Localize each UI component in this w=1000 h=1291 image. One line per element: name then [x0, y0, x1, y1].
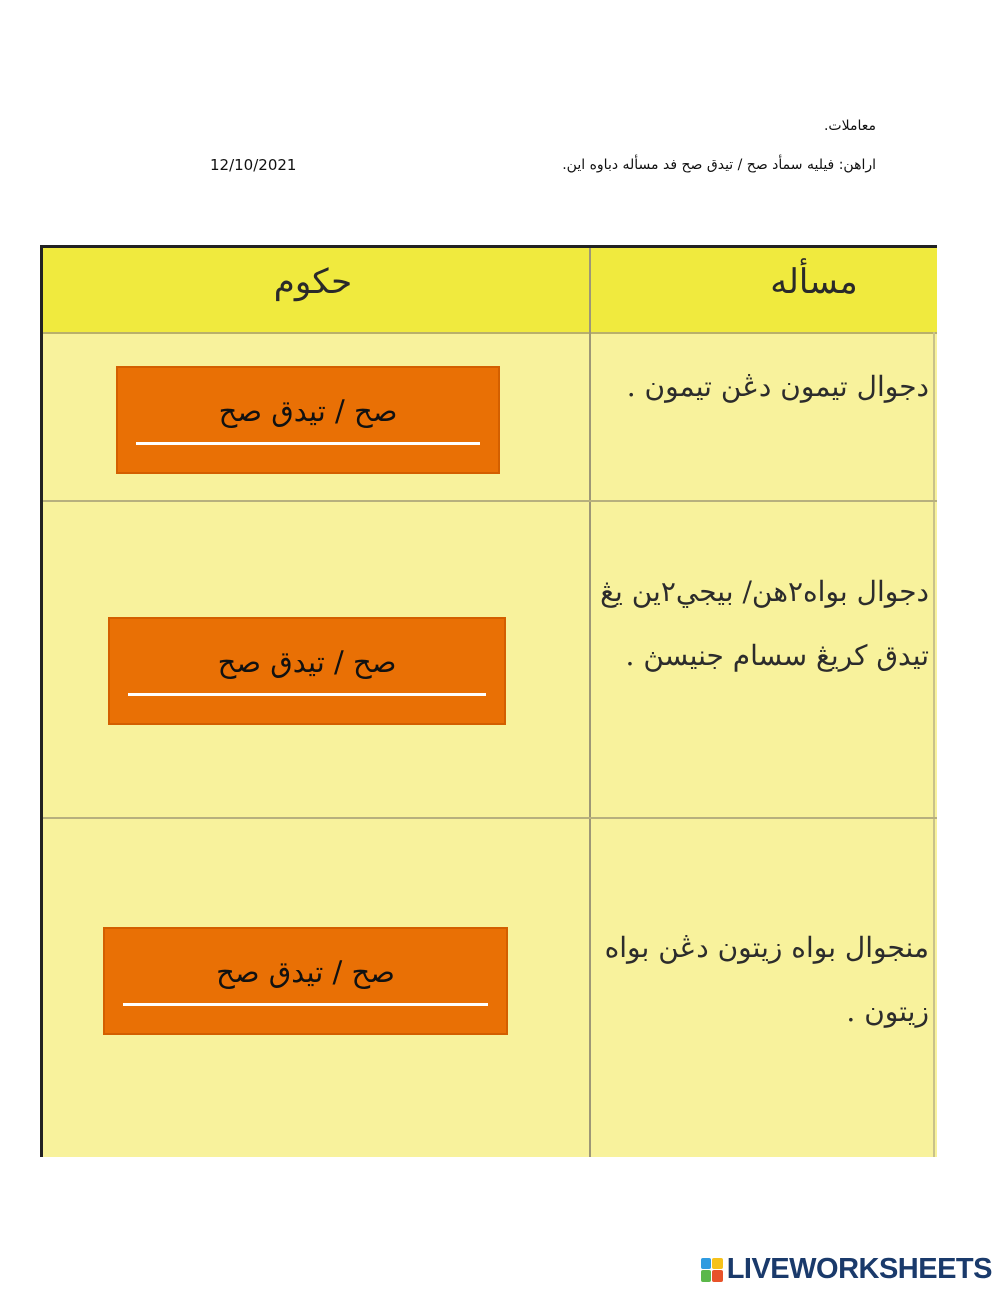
table-row-3-issue: منجوال بواه زيتون دڠن بواه زيتون .	[604, 931, 929, 1028]
worksheet-table	[40, 245, 937, 1157]
row-divider	[43, 817, 937, 819]
answer-box-1[interactable]	[116, 366, 500, 474]
answer-options-2: صح / تيدق صح	[217, 645, 397, 679]
answer-input-line-3[interactable]	[123, 1003, 488, 1006]
right-border	[933, 332, 935, 1157]
answer-input-line-1[interactable]	[136, 442, 480, 445]
worksheet-title: معاملات.	[823, 118, 876, 134]
table-header	[43, 248, 937, 334]
instruction-text: اراهن: فيليه سمأد صح / تيدق صح فد مسأله دباوه اين.	[562, 157, 876, 173]
column-header-issue: مسأله	[770, 262, 858, 302]
answer-options-3: صح / تيدق صح	[216, 955, 395, 989]
table-row-1-issue: دجوال تيمون دڠن تيمون .	[626, 370, 929, 403]
answer-options-1: صح / تيدق صح	[218, 394, 398, 428]
column-header-ruling: حکوم	[273, 262, 353, 302]
table-row-2-issue: دجوال بواه٢هن/ بيجي٢ين يڠ تيدق کريڠ سسام جنيسڽ .	[600, 575, 929, 672]
liveworksheets-logo-icon	[701, 1258, 723, 1282]
row-divider	[43, 500, 937, 502]
brand-name: LIVEWORKSHEETS	[726, 1253, 992, 1285]
worksheet-date: 12/10/2021	[210, 156, 297, 174]
answer-box-2[interactable]	[108, 617, 506, 725]
liveworksheets-brand	[701, 1253, 992, 1286]
answer-box-3[interactable]	[103, 927, 508, 1035]
answer-input-line-2[interactable]	[128, 693, 486, 696]
